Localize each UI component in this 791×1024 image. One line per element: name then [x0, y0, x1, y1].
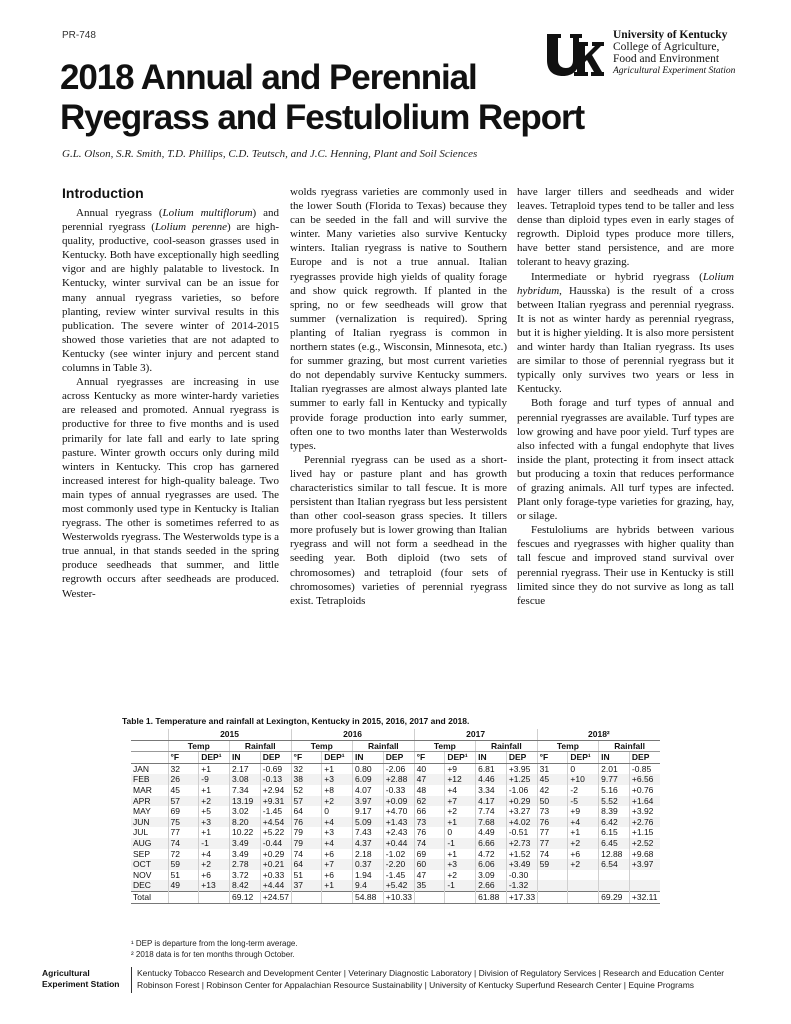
table-cell: 3.49 — [230, 849, 261, 860]
table-cell: 0 — [568, 763, 599, 774]
text-column-3 — [517, 185, 734, 608]
table-cell: +9.31 — [260, 796, 291, 807]
station-name: Agricultural Experiment Station — [613, 66, 736, 76]
table-cell: 6.15 — [599, 827, 630, 838]
table-cell: -5 — [568, 796, 599, 807]
table-cell: +4.70 — [383, 806, 414, 817]
total-cell: +10.33 — [383, 891, 414, 903]
table-row — [131, 774, 660, 785]
unit-header: DEP¹ — [568, 752, 599, 764]
table-cell: +0.21 — [260, 859, 291, 870]
table-cell: -1.32 — [506, 880, 537, 891]
table-cell: -1 — [199, 838, 230, 849]
table-cell: +4 — [445, 785, 476, 796]
table-cell: +4 — [568, 817, 599, 828]
table-cell: +9.68 — [629, 849, 660, 860]
table-cell: +0.44 — [383, 838, 414, 849]
year-header-row — [131, 729, 660, 740]
total-cell — [568, 891, 599, 903]
table-cell: 3.34 — [476, 785, 507, 796]
table-cell: 8.39 — [599, 806, 630, 817]
university-name: University of Kentucky — [613, 29, 728, 41]
total-cell: +32.11 — [629, 891, 660, 903]
total-cell: +24.57 — [260, 891, 291, 903]
table-cell: 73 — [414, 817, 445, 828]
table-cell: +9 — [568, 806, 599, 817]
month-cell: NOV — [133, 869, 152, 880]
table-cell: -1.45 — [260, 806, 291, 817]
unit-header: °F — [291, 752, 322, 764]
title-line-1: 2018 Annual and Perennial — [60, 58, 477, 97]
text-column-1 — [62, 185, 279, 601]
table-cell: +1 — [199, 785, 230, 796]
total-cell — [322, 891, 353, 903]
paragraph: Both forage and turf types of annual and perennial ryegrasses are available. Turf types are low growing and have poor yield. Turf types are also infected with a fungal endophyte that lives inside the plant, protecting it from insect attack but producing a toxin that reduces performance of grazing animals. All turf types are infected. Plant only forage-type varieties for grazing, hay, or silage. — [517, 397, 734, 523]
table-cell: 77 — [537, 838, 568, 849]
table-cell: 51 — [291, 870, 322, 881]
month-cell: OCT — [131, 859, 168, 870]
table-cell: 59 — [168, 859, 199, 870]
table-caption: Table 1. Temperature and rainfall at Lexington, Kentucky in 2015, 2016, 2017 and 2018. — [122, 716, 470, 726]
title-line-2: Ryegrass and Festulolium Report — [60, 98, 585, 137]
table-cell: +5.42 — [383, 880, 414, 891]
table-cell: 2.66 — [476, 880, 507, 891]
table-cell: 6.06 — [476, 859, 507, 870]
table-cell: +10 — [568, 774, 599, 785]
rainfall-header: Rainfall — [599, 740, 661, 752]
table-cell: 72 — [168, 849, 199, 860]
institution-block — [613, 29, 735, 77]
table-cell: 47 — [414, 774, 445, 785]
table-cell: +3 — [445, 859, 476, 870]
table-cell: +2.76 — [629, 817, 660, 828]
table-cell: +3 — [322, 827, 353, 838]
table-cell: 76 — [537, 817, 568, 828]
table-cell: 4.46 — [476, 774, 507, 785]
table-cell: +7 — [322, 859, 353, 870]
table-cell: 69 — [414, 849, 445, 860]
table-row — [131, 817, 660, 828]
table-cell: 76 — [414, 827, 445, 838]
table-cell: +0.29 — [260, 849, 291, 860]
table-cell: 3.09 — [476, 870, 507, 881]
table-cell: -1.02 — [383, 849, 414, 860]
table-cell: 74 — [291, 849, 322, 860]
table-row — [131, 880, 660, 891]
text-column-2 — [290, 185, 507, 608]
table-row — [131, 763, 660, 774]
table-cell: +2 — [568, 838, 599, 849]
table-cell: +1 — [199, 827, 230, 838]
month-cell: SEP — [133, 848, 151, 859]
table-cell: +0.09 — [383, 796, 414, 807]
table-cell: +6 — [322, 849, 353, 860]
table-cell: +2 — [445, 806, 476, 817]
footer-line-2: Robinson Forest | Robinson Center for Appalachian Resource Sustainability | University of Kentucky Superfund Research Center | Equine Programs — [137, 979, 695, 990]
table-cell: 9.4 — [353, 880, 384, 891]
unit-header: °F — [537, 752, 568, 764]
table-cell: 0.80 — [353, 763, 384, 774]
month-cell: JAN — [133, 763, 150, 774]
unit-header: DEP — [260, 752, 291, 764]
table-cell: 2.01 — [599, 763, 630, 774]
paragraph: Annual ryegrasses are increasing in use across Kentucky as more winter-hardy varieties are released and promoted. Annual ryegrass is productive for three to five months and is used primarily for late fall and early to late spring pasture. Winter growth occurs only during mild winters in Kentucky. This crop has garnered increased interest for high-quality baleage. Two main types of annual ryegrasses are used. The most commonly used type in Kentucky is Italian ryegrass. The other is sometimes referred to as Westerwolds ryegrass. The Westerwolds type is a true annual, in that stands seeded in the spring produce seedheads that summer, and little regrowth occurs after seedheads are produced. Wester- — [62, 376, 279, 600]
table-row — [131, 785, 660, 796]
paragraph: wolds ryegrass varieties are commonly used in the lower South (Florida to Texas) because they can be seeded in the fall and will survive the winter. Many varieties also survive Kentucky winters. Italian ryegrass is native to Southern Europe and is not a true annual. Italian ryegrasses provide high yields of quality forage and show quick regrowth. If planted in the spring, no or few seedheads will grow that summer (vernalization is required). Spring planting of Italian ryegrass is common in northern states (e.g., Wisconsin, Minnesota, etc.) for summer grazing, but most current varieties do not dependably survive Kentucky summers. Italian ryegrasses are almost always planted late summer to early fall in Kentucky and typically provide forage production into early summer, often one to two months later than Westerwolds types. — [290, 186, 507, 452]
table-cell: +4 — [322, 838, 353, 849]
table-cell: -1.06 — [506, 785, 537, 796]
table-cell: 3.08 — [230, 774, 261, 785]
paragraph: have larger tillers and seedheads and wider leaves. Tetraploid types tend to be taller and less dense than diploid types even in early stages of regrowth. Diploid types produce more tillers, have better stand persistence, and are more tolerant to heavy grazing. — [517, 186, 734, 269]
table-cell: 74 — [537, 849, 568, 860]
table-cell: 57 — [168, 796, 199, 807]
table-cell: 5.16 — [599, 785, 630, 796]
paragraph: Festuloliums are hybrids between various fescues and ryegrasses with higher quality than tall fescue and improved stand survival over perennial ryegrass. Their use in Kentucky is still limited since they do not survive as long as tall fescue — [517, 524, 734, 607]
table-cell: +2.43 — [383, 827, 414, 838]
table-cell: 4.72 — [476, 849, 507, 860]
table-cell: +13 — [199, 880, 230, 891]
table-cell: 5.52 — [599, 796, 630, 807]
table-cell: +3.49 — [506, 859, 537, 870]
table-cell: 5.09 — [353, 817, 384, 828]
table-cell — [568, 870, 599, 881]
table-cell: +3 — [199, 817, 230, 828]
table-cell: -1 — [445, 880, 476, 891]
table-cell: +4.02 — [506, 817, 537, 828]
table-cell: +12 — [445, 774, 476, 785]
table-cell: -0.13 — [260, 774, 291, 785]
page-title — [60, 58, 620, 138]
table-cell: 4.49 — [476, 827, 507, 838]
table-cell — [629, 880, 660, 891]
table-cell: +4.44 — [260, 880, 291, 891]
temp-header: Temp — [537, 740, 599, 752]
month-cell: APR — [131, 796, 168, 807]
table-cell: 31 — [537, 763, 568, 774]
month-cell: FEB — [131, 774, 168, 785]
table-cell: -0.30 — [506, 870, 537, 881]
table-cell: 38 — [291, 774, 322, 785]
table-cell: +6.56 — [629, 774, 660, 785]
table-row — [131, 796, 660, 807]
total-cell — [199, 891, 230, 903]
table-cell: -1 — [445, 838, 476, 849]
authors: G.L. Olson, S.R. Smith, T.D. Phillips, C.D. Teutsch, and J.C. Henning, Plant and Soil Sciences — [62, 148, 478, 160]
table-cell: 47 — [414, 870, 445, 881]
table-cell: 77 — [537, 827, 568, 838]
table-cell: 4.07 — [353, 785, 384, 796]
table-cell: +4 — [322, 817, 353, 828]
total-label: Total — [131, 891, 168, 903]
total-cell — [168, 891, 199, 903]
table-cell: +1 — [322, 763, 353, 774]
table-cell: +2.52 — [629, 838, 660, 849]
footer-units — [137, 968, 724, 991]
month-cell: DEC — [131, 880, 168, 891]
table-cell: +4 — [199, 849, 230, 860]
table-cell — [537, 880, 568, 891]
table-cell: 6.09 — [353, 774, 384, 785]
temp-header: Temp — [168, 740, 230, 752]
table-cell: 3.72 — [230, 870, 261, 881]
table-cell: 74 — [168, 838, 199, 849]
table-cell: 60 — [414, 859, 445, 870]
temp-header: Temp — [414, 740, 476, 752]
table-cell: 6.81 — [476, 763, 507, 774]
table-cell: +9 — [445, 763, 476, 774]
month-cell: MAY — [133, 806, 151, 817]
table-cell: +1 — [568, 827, 599, 838]
table-cell: +1 — [322, 880, 353, 891]
table-cell: +4.54 — [260, 817, 291, 828]
table-body — [131, 763, 660, 891]
total-cell — [291, 891, 322, 903]
table-cell: 42 — [537, 785, 568, 796]
table-row — [131, 859, 660, 870]
table-cell: 50 — [537, 796, 568, 807]
table-cell — [599, 880, 630, 891]
rainfall-header: Rainfall — [353, 740, 415, 752]
footer-station-label: Agricultural Experiment Station — [42, 968, 120, 989]
table-cell: +3.92 — [629, 806, 660, 817]
year-header: 2016 — [291, 729, 414, 740]
table-cell: 6.54 — [599, 859, 630, 870]
total-cell: 69.12 — [230, 891, 261, 903]
table-row — [131, 870, 660, 881]
rainfall-header: Rainfall — [476, 740, 538, 752]
footer-divider — [131, 967, 132, 993]
table-cell: +1.15 — [629, 827, 660, 838]
table-cell: +2 — [568, 859, 599, 870]
unit-header: DEP¹ — [199, 752, 230, 764]
unit-header-row — [131, 752, 660, 764]
table-cell: 35 — [414, 880, 445, 891]
year-header: 2017 — [414, 729, 537, 740]
table-cell: +3.27 — [506, 806, 537, 817]
table-cell: -2 — [568, 785, 599, 796]
table-cell: 45 — [537, 774, 568, 785]
total-cell: 61.88 — [476, 891, 507, 903]
table-cell: 2.18 — [353, 849, 384, 860]
table-cell: 10.22 — [230, 827, 261, 838]
table-cell: -2.20 — [383, 859, 414, 870]
table-cell: 3.02 — [230, 806, 261, 817]
table-cell: +1 — [445, 817, 476, 828]
table-cell: +1.25 — [506, 774, 537, 785]
table-cell: -0.44 — [260, 838, 291, 849]
table-cell: 2.17 — [230, 763, 261, 774]
table-cell: 79 — [291, 827, 322, 838]
table-cell: +1.52 — [506, 849, 537, 860]
year-header: 2015 — [168, 729, 291, 740]
table-footnote-1: ¹ DEP is departure from the long-term average. — [131, 939, 298, 948]
table-row — [131, 806, 660, 817]
table-cell: 8.42 — [230, 880, 261, 891]
table-cell: 49 — [168, 880, 199, 891]
unit-header: IN — [476, 752, 507, 764]
table-cell: +2 — [199, 796, 230, 807]
table-cell: 12.88 — [599, 849, 630, 860]
table-cell: 75 — [168, 817, 199, 828]
unit-header: °F — [168, 752, 199, 764]
table-cell: 79 — [291, 838, 322, 849]
table-cell: -0.85 — [629, 763, 660, 774]
total-cell — [445, 891, 476, 903]
weather-table — [131, 729, 660, 904]
table-cell: 0 — [445, 827, 476, 838]
table-cell: +5.22 — [260, 827, 291, 838]
total-cell: 54.88 — [353, 891, 384, 903]
table-cell: 64 — [291, 859, 322, 870]
table-cell: 66 — [414, 806, 445, 817]
section-heading: Introduction — [62, 185, 144, 201]
table-cell: 4.17 — [476, 796, 507, 807]
unit-header: DEP — [506, 752, 537, 764]
table-cell: 4.37 — [353, 838, 384, 849]
table-cell — [568, 880, 599, 891]
paragraph: Perennial ryegrass can be used as a short-lived hay or pasture plant and has growth characteristics similar to tall fescue. It is more persistent than Italian ryegrass but less persistent than other cool-season grass species. It tillers more profusely but is lower growing than Italian ryegrass and will not form a seedhead in the seeding year. Both diploid (two sets of chromosomes) and tetraploid (four sets of chromosomes) varieties of perennial ryegrass exist. Tetraploids — [290, 453, 507, 607]
footer-line-1: Kentucky Tobacco Research and Development Center | Veterinary Diagnostic Laboratory | Division of Regulatory Services | Research and Education Center — [137, 968, 725, 978]
paragraph: Intermediate or hybrid ryegrass (Lolium hybridum, Hausska) is the result of a cross between Italian ryegrass and perennial ryegrass. It is not as winter hardy as perennial ryegrass, but it is higher yielding. It is also more persistent and winter hardy than Italian ryegrass. Its uses are similar to those of perennial ryegrass but it typically only survives two years or less in Kentucky. — [517, 270, 734, 396]
table-cell: 76 — [291, 817, 322, 828]
college-line-1: College of Agriculture, — [613, 41, 720, 53]
total-cell — [414, 891, 445, 903]
table-cell: 9.77 — [599, 774, 630, 785]
table-cell: -0.33 — [383, 785, 414, 796]
college-line-2: Food and Environment — [613, 53, 720, 65]
table-cell: +6 — [568, 849, 599, 860]
table-cell: 69 — [168, 806, 199, 817]
table-cell: +6 — [199, 870, 230, 881]
table-cell: 9.17 — [353, 806, 384, 817]
table-cell: +3 — [322, 774, 353, 785]
total-row — [131, 891, 660, 903]
table-cell: 7.68 — [476, 817, 507, 828]
table-cell: 2.78 — [230, 859, 261, 870]
total-cell — [537, 891, 568, 903]
table-cell: 3.97 — [353, 796, 384, 807]
table-cell: +0.29 — [506, 796, 537, 807]
table-cell: 51 — [168, 870, 199, 881]
table-cell: +0.33 — [260, 870, 291, 881]
table-cell: 45 — [168, 785, 199, 796]
table-cell: +2.94 — [260, 785, 291, 796]
table-cell: 77 — [168, 827, 199, 838]
table-cell — [537, 870, 568, 881]
table-cell: +2 — [445, 870, 476, 881]
month-cell: AUG — [131, 838, 168, 849]
table-cell: 40 — [414, 763, 445, 774]
table-cell: +3.95 — [506, 763, 537, 774]
table-cell: -9 — [199, 774, 230, 785]
table-cell: +7 — [445, 796, 476, 807]
total-cell: +17.33 — [506, 891, 537, 903]
table-cell: 6.45 — [599, 838, 630, 849]
unit-header: DEP — [629, 752, 660, 764]
table-cell: +6 — [322, 870, 353, 881]
table-row — [131, 838, 660, 849]
table-cell: 1.94 — [353, 870, 384, 881]
table-cell: +5 — [199, 806, 230, 817]
table-cell: 48 — [414, 785, 445, 796]
table-row — [131, 827, 660, 838]
unit-header: DEP — [383, 752, 414, 764]
unit-header: °F — [414, 752, 445, 764]
unit-header: IN — [599, 752, 630, 764]
table-cell — [599, 870, 630, 881]
table-cell: +0.76 — [629, 785, 660, 796]
table-cell: +2.73 — [506, 838, 537, 849]
table-cell: +1 — [445, 849, 476, 860]
unit-header: DEP¹ — [445, 752, 476, 764]
table-cell: 6.42 — [599, 817, 630, 828]
year-header: 2018² — [537, 729, 660, 740]
table-cell: +1.64 — [629, 796, 660, 807]
paragraph: Annual ryegrass (Lolium multiflorum) and perennial ryegrass (Lolium perenne) are high-quality, productive, cool-season grasses used in Kentucky. Both have exceptionally high seedling vigor and are highly palatable to livestock. In Kentucky, winter survival can be an issue for many annual ryegrass varieties, so before planting, review winter survival results in this publication. The severe winter of 2014-2015 showed those varieties that are not adapted to Kentucky (see winter injury and percent stand columns in Table 3). — [62, 207, 279, 375]
table-cell: +2.88 — [383, 774, 414, 785]
total-cell: 69.29 — [599, 891, 630, 903]
table-cell: +2 — [199, 859, 230, 870]
rainfall-header: Rainfall — [230, 740, 292, 752]
table-cell: 13.19 — [230, 796, 261, 807]
table-cell: 6.66 — [476, 838, 507, 849]
table-cell: 32 — [291, 763, 322, 774]
table-cell: 37 — [291, 880, 322, 891]
table-cell: 7.43 — [353, 827, 384, 838]
temp-header: Temp — [291, 740, 353, 752]
table-cell: 52 — [291, 785, 322, 796]
table-cell: 57 — [291, 796, 322, 807]
table-cell: 26 — [168, 774, 199, 785]
table-cell: -2.06 — [383, 763, 414, 774]
table-footnote-2: ² 2018 data is for ten months through October. — [131, 950, 295, 959]
table-cell: 62 — [414, 796, 445, 807]
table-cell: +1 — [199, 763, 230, 774]
month-cell: JUL — [133, 827, 149, 838]
month-cell: JUN — [131, 817, 168, 828]
unit-header: DEP¹ — [322, 752, 353, 764]
table-cell: 73 — [537, 806, 568, 817]
table-cell: 0.37 — [353, 859, 384, 870]
table-cell: 64 — [291, 806, 322, 817]
table-cell: 8.20 — [230, 817, 261, 828]
table-cell: 3.49 — [230, 838, 261, 849]
table-cell: 7.74 — [476, 806, 507, 817]
unit-header: IN — [230, 752, 261, 764]
table-cell: +8 — [322, 785, 353, 796]
unit-header: IN — [353, 752, 384, 764]
table-cell: -0.69 — [260, 763, 291, 774]
table-cell: 74 — [414, 838, 445, 849]
table-cell: +1.43 — [383, 817, 414, 828]
table-cell: 59 — [537, 859, 568, 870]
table-cell — [629, 870, 660, 881]
group-header-row — [131, 740, 660, 752]
table-cell: +2 — [322, 796, 353, 807]
table-cell: 7.34 — [230, 785, 261, 796]
table-cell: 0 — [322, 806, 353, 817]
document-id: PR-748 — [62, 30, 96, 41]
table-cell: +3.97 — [629, 859, 660, 870]
table-cell: 32 — [168, 763, 199, 774]
table-cell: -1.45 — [383, 870, 414, 881]
month-cell: MAR — [133, 784, 152, 795]
table-cell: -0.51 — [506, 827, 537, 838]
table-row — [131, 849, 660, 860]
